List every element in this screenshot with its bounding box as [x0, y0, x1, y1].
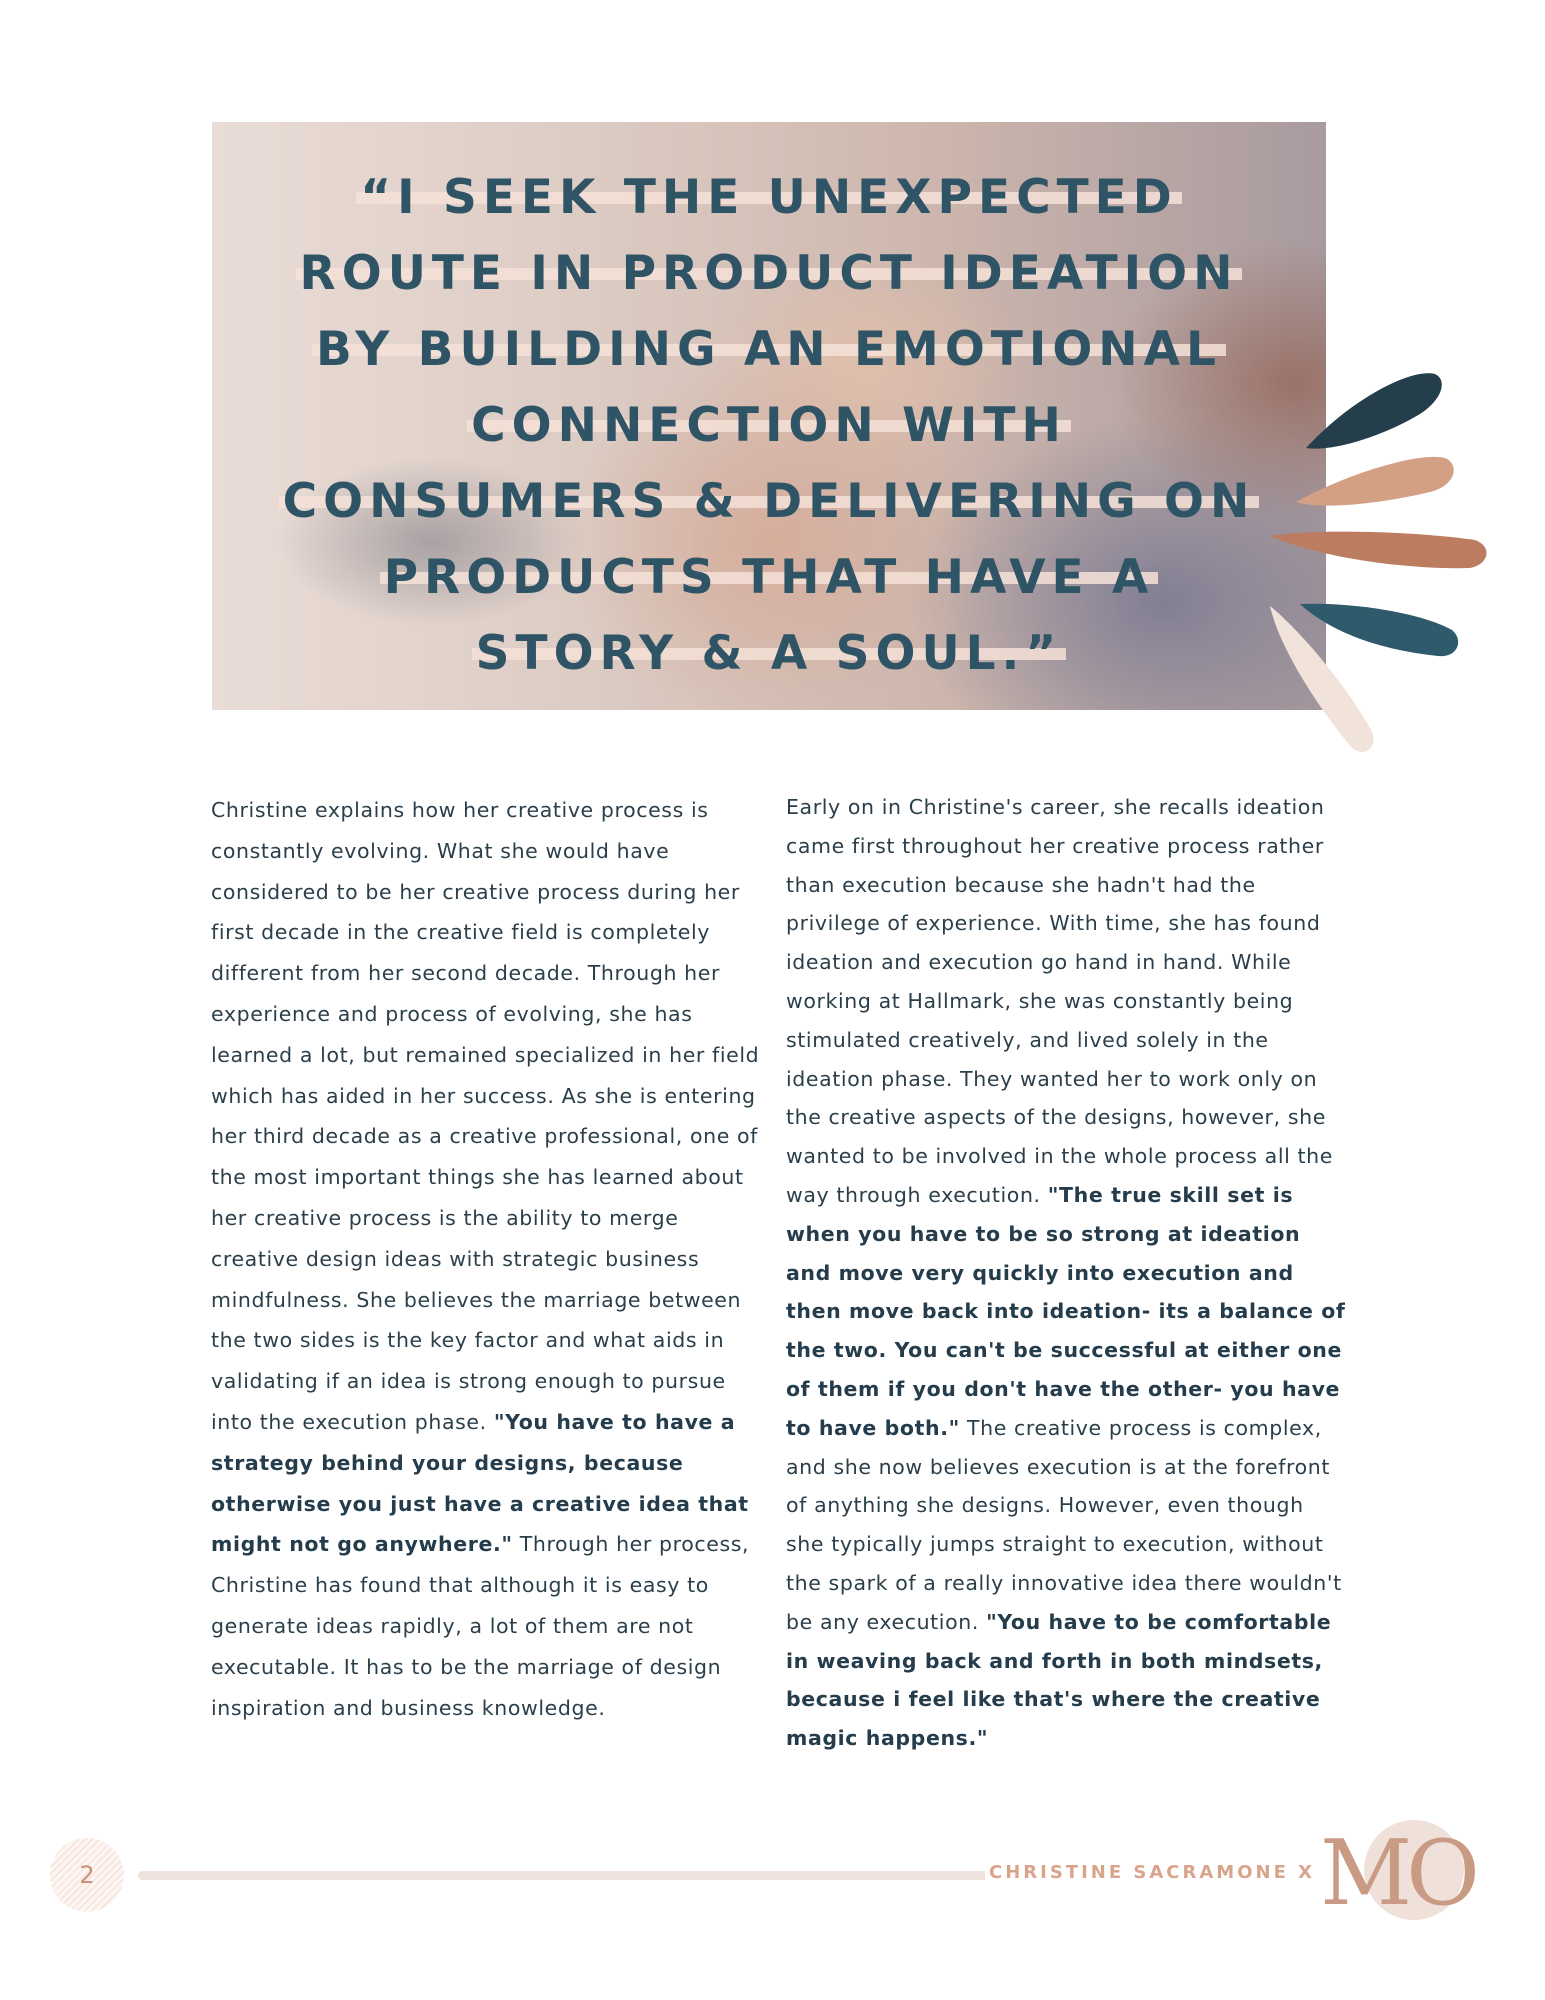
left-quote: "You have to have a strategy behind your designs, because otherwise you just have a creative idea that might not go anywhere.": [211, 1409, 749, 1557]
pull-quote-line: CONNECTION WITH: [467, 398, 1071, 453]
brush-stroke-tan: [1296, 457, 1454, 506]
left-paragraph-1: Christine explains how her creative process is constantly evolving. What she would have considered to be her creative process during her first decade in the creative field is completely different from her second decade. Through her experience and process of evolving, she has learned a lot, but remained specialized in her field which has aided in her success. As she is entering her third decade as a creative professional, one of the most important things she has learned about her creative process is the ability to merge creative design ideas with strategic business mindfulness. She believes the marriage between the two sides is the key factor and what aids in validating if an idea is strong enough to pursue into the execution phase.: [211, 798, 760, 1434]
right-paragraph-2: The creative process is complex, and she now believes execution is at the forefront of anything she designs. However, even though she typically jumps straight to execution, without the spark of a really innovative idea there wouldn't be any execution.: [786, 1415, 1342, 1634]
pull-quote-line: PRODUCTS THAT HAVE A: [380, 550, 1159, 605]
pull-quote-line: ROUTE IN PRODUCT IDEATION: [296, 246, 1243, 301]
brush-stroke-dark: [1306, 373, 1442, 448]
page-number-text: 2: [79, 1861, 95, 1889]
footer-author-name: CHRISTINE SACRAMONE X: [985, 1862, 1323, 1883]
brush-strokes-decoration: [1260, 360, 1510, 760]
right-quote-1: "The true skill set is when you have to be so strong at ideation and move very quickly into execution and then move back into ideation- its a balance of the two. You can't be successful at either one of them if you don't have the other- you have to have both.": [786, 1182, 1346, 1440]
pull-quote-line: “I SEEK THE UNEXPECTED: [356, 170, 1182, 225]
pull-quote-line: BY BUILDING AN EMOTIONAL: [312, 322, 1226, 377]
pull-quote: [212, 160, 1326, 692]
mo-logo: [1320, 1820, 1474, 1930]
pull-quote-line: STORY & A SOUL.”: [472, 626, 1067, 681]
brush-stroke-teal: [1300, 604, 1458, 656]
pull-quote-line: CONSUMERS & DELIVERING ON: [279, 474, 1260, 529]
right-paragraph-1: Early on in Christine's career, she recalls ideation came first throughout her creative process rather than execution because she hadn't had the privilege of experience. With time, she has found ideation and execution go hand in hand. While working at Hallmark, she was constantly being stimulated creatively, and lived solely in the ideation phase. They wanted her to work only on the creative aspects of the designs, however, she wanted to be involved in the whole process all the way through execution.: [786, 795, 1333, 1207]
hero-photo-banner: [212, 122, 1326, 710]
page-number: [50, 1838, 124, 1912]
right-quote-2: "You have to be comfortable in weaving back and forth in both mindsets, because i feel like that's where the creative magic happens.": [786, 1609, 1332, 1751]
right-column-text: [786, 788, 1346, 1758]
left-paragraph-2: Through her process, Christine has found that although it is easy to generate ideas rapidly, a lot of them are not executable. It has to be the marriage of design inspiration and business knowledge.: [211, 1532, 750, 1720]
brush-stroke-brown: [1270, 532, 1486, 569]
left-column-text: [211, 790, 771, 1728]
logo-text: MO: [1320, 1821, 1474, 1926]
